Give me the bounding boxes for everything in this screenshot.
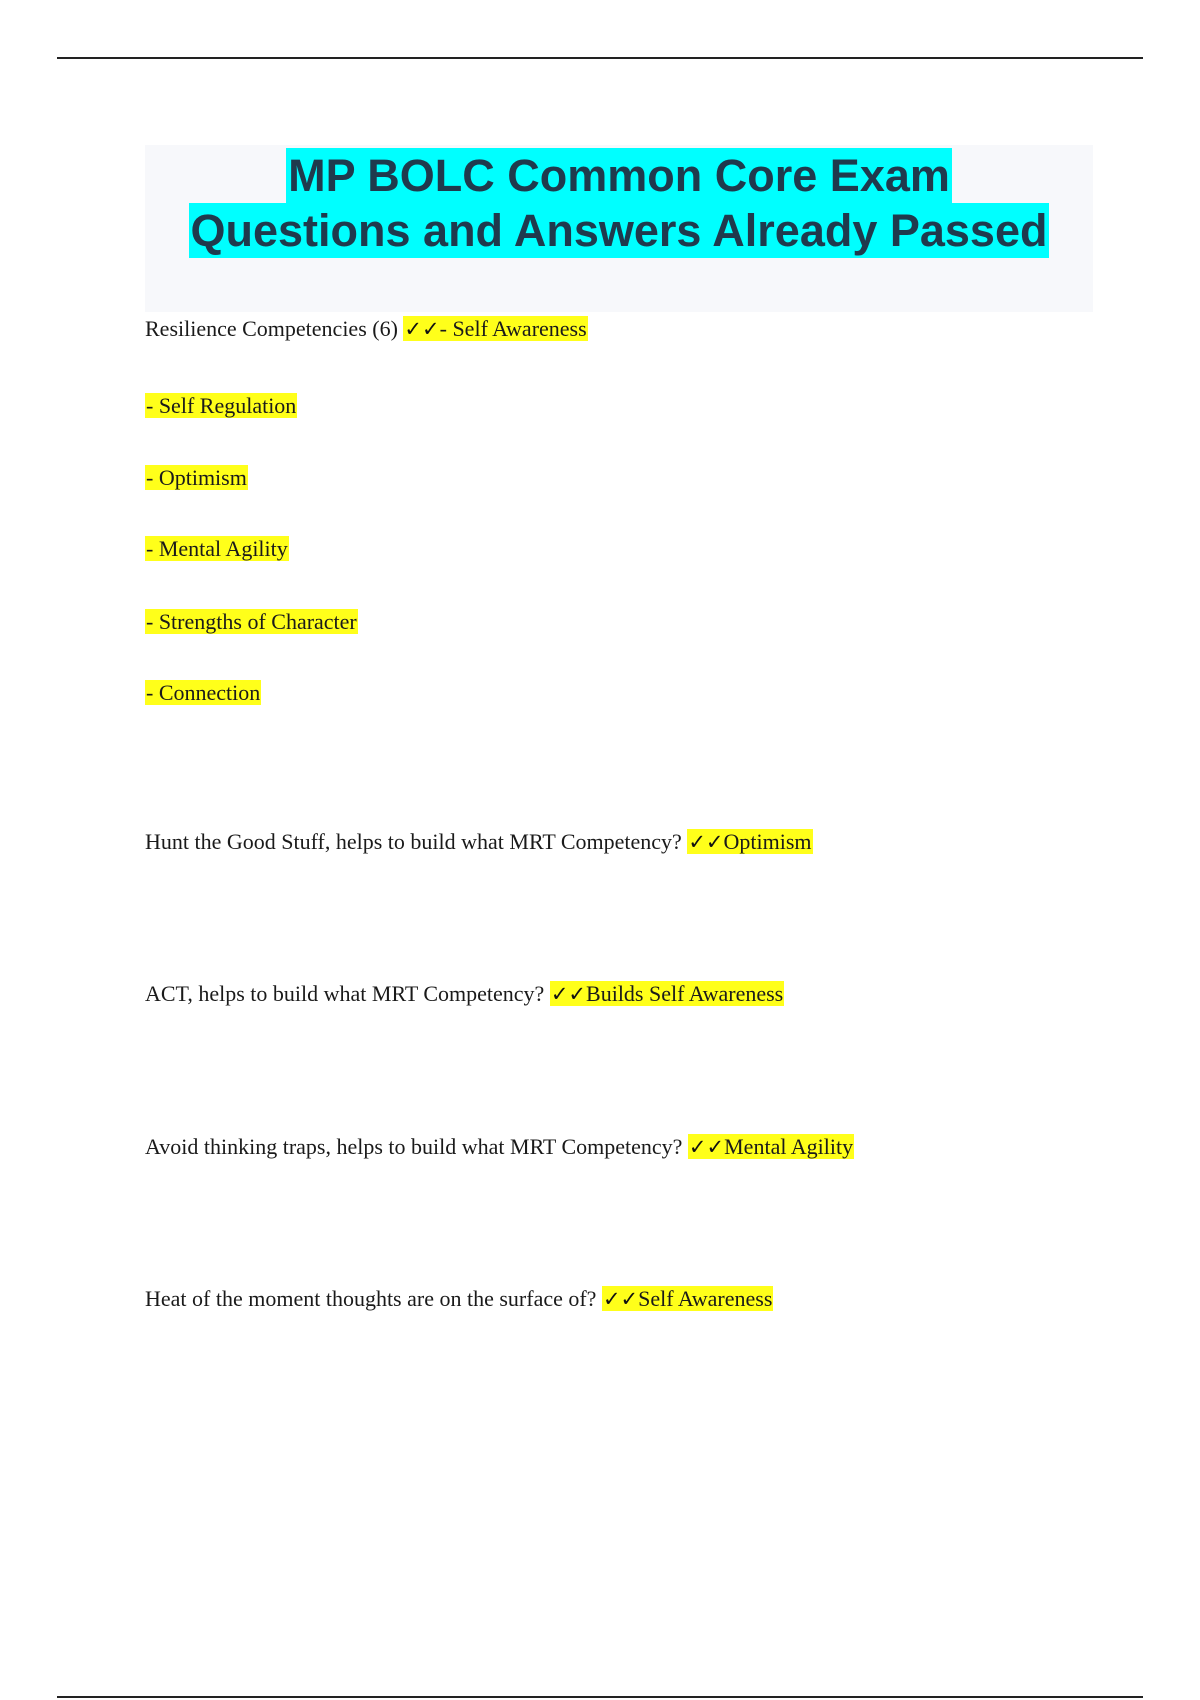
qa-item-resilience (145, 313, 588, 345)
answer-list-item (145, 390, 297, 422)
question-text: Avoid thinking traps, helps to build what MRT Competency? (145, 1134, 683, 1159)
answer-text: - Mental Agility (146, 536, 288, 561)
answer-list-item (145, 606, 358, 638)
check-mark-icon: ✓✓ (688, 830, 724, 854)
qa-item (145, 1283, 773, 1315)
answer-list-item (145, 462, 248, 494)
check-mark-icon: ✓✓ (602, 1287, 639, 1311)
answer-text: - Self Awareness (439, 316, 587, 341)
answer-text: Optimism (723, 829, 812, 854)
question-text: ACT, helps to build what MRT Competency? (145, 981, 545, 1006)
qa-item (145, 978, 784, 1010)
question-text: Resilience Competencies (6) (145, 316, 398, 341)
check-mark-icon: ✓✓ (550, 982, 587, 1006)
top-rule (57, 57, 1143, 59)
question-text: Heat of the moment thoughts are on the surface of? (145, 1286, 597, 1311)
answer-text: - Connection (146, 680, 261, 705)
check-mark-icon: ✓✓ (404, 317, 440, 341)
answer-text: - Strengths of Character (146, 609, 357, 634)
answer-text: - Optimism (146, 465, 247, 490)
answer-list-item (145, 677, 261, 709)
answer-text: Builds Self Awareness (586, 981, 784, 1006)
title-banner (145, 145, 1093, 312)
answer-text: Self Awareness (638, 1286, 773, 1311)
document-title-line-1: MP BOLC Common Core Exam (288, 150, 950, 201)
answer-list-item (145, 533, 289, 565)
qa-item (145, 826, 813, 858)
check-mark-icon: ✓✓ (688, 1135, 725, 1159)
answer-text: - Self Regulation (146, 393, 297, 418)
bottom-rule (57, 1696, 1143, 1698)
document-title-line-2: Questions and Answers Already Passed (190, 205, 1048, 256)
question-text: Hunt the Good Stuff, helps to build what MRT Competency? (145, 829, 682, 854)
qa-item (145, 1131, 854, 1163)
answer-text: Mental Agility (724, 1134, 854, 1159)
